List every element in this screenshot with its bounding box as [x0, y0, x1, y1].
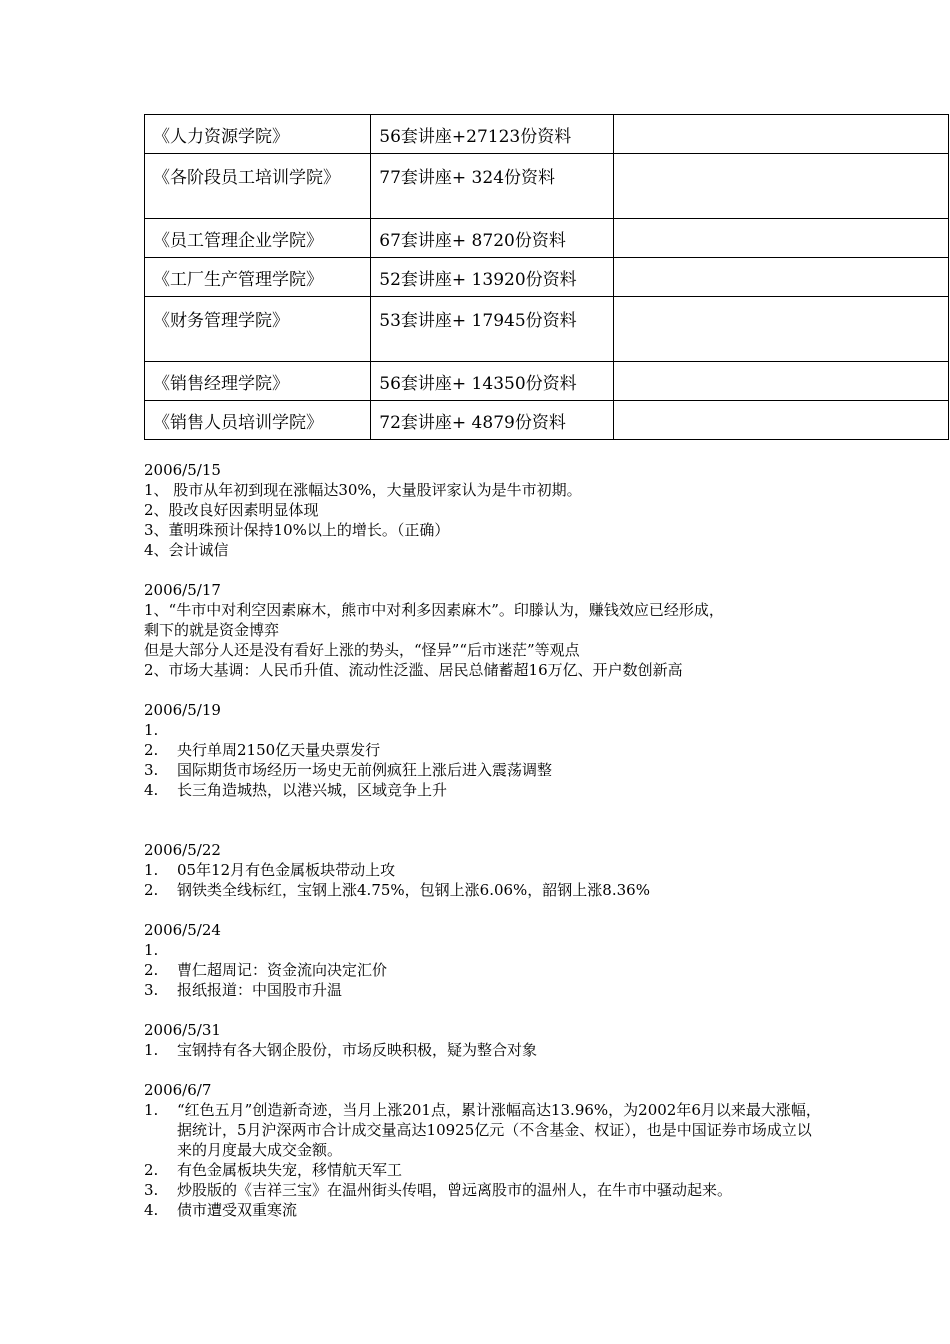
note-line: 1、 股市从年初到现在涨幅达30%，大量股评家认为是牛市初期。: [144, 481, 582, 499]
list-item-text: 报纸报道：中国股市升温: [177, 981, 343, 999]
list-item: [144, 740, 824, 760]
list-item-text: [177, 940, 824, 960]
list-item-text: 央行单周2150亿天量央票发行: [177, 741, 381, 759]
list-item: [144, 880, 824, 900]
list-item-text: 国际期货市场经历一场史无前例疯狂上涨后进入震荡调整: [177, 761, 553, 779]
course-table: [144, 114, 949, 440]
table-row: [145, 297, 949, 362]
table-cell-name: 《各阶段员工培训学院》: [145, 154, 371, 219]
section-date: 2006/5/22: [144, 841, 221, 859]
note-line: 4、会计诚信: [144, 541, 229, 559]
table-cell-content: 77套讲座+ 324份资料: [371, 154, 613, 219]
table-cell-extra: [613, 297, 948, 362]
list-item-number: 3.: [144, 981, 159, 999]
list-item: [144, 1180, 824, 1200]
table-row: [145, 401, 949, 440]
list-item-number: 1.: [144, 941, 159, 959]
note-section: [144, 460, 824, 560]
list-item: [144, 1100, 824, 1160]
section-date: 2006/5/17: [144, 581, 221, 599]
table-cell-name: 《员工管理企业学院》: [145, 219, 371, 258]
list-item-number: 2.: [144, 961, 159, 979]
list-item-number: 3.: [144, 761, 159, 779]
list-item-number: 2.: [144, 741, 159, 759]
list-item-text: 有色金属板块失宠，移情航天军工: [177, 1161, 403, 1179]
list-item: [144, 720, 824, 740]
note-section: [144, 920, 824, 1000]
table-cell-extra: [613, 401, 948, 440]
table-cell-extra: [613, 219, 948, 258]
list-item-text: 长三角造城热，以港兴城，区域竞争上升: [177, 781, 448, 799]
table-row: [145, 219, 949, 258]
note-section: [144, 580, 824, 680]
note-line: 1、“牛市中对利空因素麻木，熊市中对利多因素麻木”。印滕认为，赚钱效应已经形成，: [144, 601, 724, 619]
list-item: [144, 940, 824, 960]
table-cell-name: 《工厂生产管理学院》: [145, 258, 371, 297]
note-section: [144, 1020, 824, 1060]
table-cell-content: 56套讲座+ 14350份资料: [371, 362, 613, 401]
table-row: [145, 258, 949, 297]
table-cell-name: 《人力资源学院》: [145, 115, 371, 154]
table-cell-name: 《销售人员培训学院》: [145, 401, 371, 440]
note-line: 但是大部分人还是没有看好上涨的势头，“怪异”“后市迷茫”等观点: [144, 641, 580, 659]
section-date: 2006/5/31: [144, 1021, 221, 1039]
section-date: 2006/5/24: [144, 921, 221, 939]
list-item: [144, 1040, 824, 1060]
table-cell-content: 52套讲座+ 13920份资料: [371, 258, 613, 297]
list-item-number: 2.: [144, 1161, 159, 1179]
list-item-number: 4.: [144, 781, 159, 799]
list-item: [144, 1160, 824, 1180]
list-item-number: 4.: [144, 1201, 159, 1219]
table-cell-extra: [613, 258, 948, 297]
table-cell-extra: [613, 115, 948, 154]
table-cell-extra: [613, 362, 948, 401]
list-item: [144, 860, 824, 880]
list-item-number: 2.: [144, 881, 159, 899]
table-cell-name: 《财务管理学院》: [145, 297, 371, 362]
list-item-text: 曹仁超周记：资金流向决定汇价: [177, 961, 388, 979]
list-item-number: 1.: [144, 1101, 159, 1119]
table-cell-content: 56套讲座+27123份资料: [371, 115, 613, 154]
list-item: [144, 760, 824, 780]
list-item: [144, 980, 824, 1000]
list-item: [144, 1200, 824, 1220]
table-row: [145, 115, 949, 154]
note-section: [144, 1080, 824, 1220]
section-date: 2006/5/15: [144, 461, 221, 479]
table-cell-extra: [613, 154, 948, 219]
dated-notes: [144, 460, 824, 1240]
list-item-number: 3.: [144, 1181, 159, 1199]
list-item: [144, 780, 824, 800]
list-item-text: 炒股版的《吉祥三宝》在温州街头传唱，曾远离股市的温州人，在牛市中骚动起来。: [177, 1181, 733, 1199]
section-date: 2006/6/7: [144, 1081, 212, 1099]
note-line: 2、市场大基调：人民币升值、流动性泛滥、居民总储蓄超16万亿、开户数创新高: [144, 661, 683, 679]
list-item-text: 05年12月有色金属板块带动上攻: [177, 861, 396, 879]
table-cell-name: 《销售经理学院》: [145, 362, 371, 401]
list-item-text: “红色五月”创造新奇迹，当月上涨201点，累计涨幅高达13.96%，为2002年6月以来最大涨幅，据统计，5月沪深两市合计成交量高达10925亿元（不含基金、权证），也是中国证券市场成立以来的月度最大成交金额。: [177, 1101, 821, 1159]
list-item-text: 债市遭受双重寒流: [177, 1201, 298, 1219]
note-line: 2、股改良好因素明显体现: [144, 501, 319, 519]
table-row: [145, 154, 949, 219]
table-row: [145, 362, 949, 401]
note-line: 3、董明珠预计保持10%以上的增长。（正确）: [144, 521, 450, 539]
list-item-number: 1.: [144, 1041, 159, 1059]
note-section: [144, 700, 824, 800]
note-section: [144, 840, 824, 900]
list-item-number: 1.: [144, 721, 159, 739]
list-item-text: [177, 720, 824, 740]
section-date: 2006/5/19: [144, 701, 221, 719]
table-cell-content: 72套讲座+ 4879份资料: [371, 401, 613, 440]
course-table-body: [145, 115, 949, 440]
list-item-text: 钢铁类全线标红，宝钢上涨4.75%，包钢上涨6.06%，韶钢上涨8.36%: [177, 881, 650, 899]
list-item: [144, 960, 824, 980]
table-cell-content: 53套讲座+ 17945份资料: [371, 297, 613, 362]
list-item-number: 1.: [144, 861, 159, 879]
list-item-text: 宝钢持有各大钢企股份，市场反映积极，疑为整合对象: [177, 1041, 538, 1059]
table-cell-content: 67套讲座+ 8720份资料: [371, 219, 613, 258]
note-line: 剩下的就是资金博弈: [144, 621, 280, 639]
